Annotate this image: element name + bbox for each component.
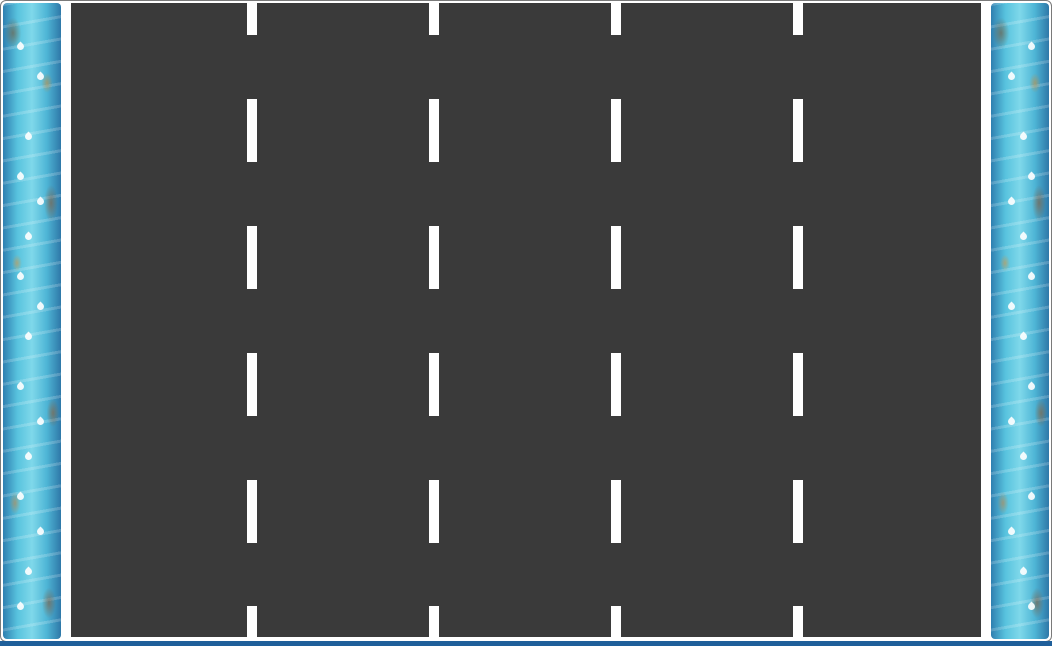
water-right-border bbox=[991, 3, 1049, 639]
water-droplet-icon bbox=[1007, 72, 1017, 82]
water-droplet-icon bbox=[24, 452, 34, 462]
water-droplet-icon bbox=[1027, 172, 1037, 182]
water-droplet-icon bbox=[24, 332, 34, 342]
lane-divider-dash bbox=[611, 226, 621, 289]
lane-divider-dash bbox=[611, 353, 621, 416]
road-edge-left bbox=[61, 3, 71, 639]
water-droplet-icon bbox=[16, 492, 26, 502]
water-droplet-icon bbox=[24, 132, 34, 142]
lane-divider-dash bbox=[793, 353, 803, 416]
water-droplet-icon bbox=[36, 302, 46, 312]
lane-divider-dash bbox=[611, 606, 621, 637]
lane-divider-dash bbox=[247, 353, 257, 416]
lane-divider-dash bbox=[429, 3, 439, 35]
lane-divider-dash bbox=[793, 99, 803, 162]
water-droplet-icon bbox=[1027, 42, 1037, 52]
lane-divider-dash bbox=[611, 99, 621, 162]
road bbox=[71, 3, 981, 637]
lane-divider-dash bbox=[247, 226, 257, 289]
water-droplet-icon bbox=[1019, 232, 1029, 242]
lane-divider-dash bbox=[429, 99, 439, 162]
lane-divider-dash bbox=[793, 606, 803, 637]
water-droplet-icon bbox=[1019, 332, 1029, 342]
lane-divider-dash bbox=[793, 226, 803, 289]
lane-divider-dash bbox=[247, 99, 257, 162]
lane-divider-dash bbox=[247, 606, 257, 637]
water-droplet-icon bbox=[1007, 417, 1017, 427]
lane-divider-dash bbox=[429, 353, 439, 416]
water-droplet-icon bbox=[1027, 382, 1037, 392]
water-droplet-icon bbox=[1019, 132, 1029, 142]
water-droplet-icon bbox=[36, 527, 46, 537]
water-droplet-icon bbox=[1007, 197, 1017, 207]
water-droplet-icon bbox=[16, 172, 26, 182]
water-droplet-icon bbox=[16, 272, 26, 282]
water-droplet-icon bbox=[36, 417, 46, 427]
water-droplet-icon bbox=[1007, 302, 1017, 312]
water-left-border bbox=[3, 3, 61, 639]
lane-divider-dash bbox=[247, 3, 257, 35]
water-droplet-icon bbox=[24, 232, 34, 242]
water-droplet-icon bbox=[36, 72, 46, 82]
water-droplet-icon bbox=[1019, 567, 1029, 577]
water-droplet-icon bbox=[16, 602, 26, 612]
water-droplet-icon bbox=[16, 42, 26, 52]
lane-divider-dash bbox=[429, 226, 439, 289]
water-droplet-icon bbox=[24, 567, 34, 577]
water-droplet-icon bbox=[1027, 272, 1037, 282]
lane-divider-dash bbox=[429, 480, 439, 543]
lane-divider-dash bbox=[793, 480, 803, 543]
lane-divider-dash bbox=[611, 480, 621, 543]
lane-divider-dash bbox=[611, 3, 621, 35]
lane-divider-dash bbox=[247, 480, 257, 543]
water-droplet-icon bbox=[1019, 452, 1029, 462]
water-droplet-icon bbox=[1007, 527, 1017, 537]
water-droplet-icon bbox=[1027, 602, 1037, 612]
water-droplet-icon bbox=[1027, 492, 1037, 502]
water-droplet-icon bbox=[36, 197, 46, 207]
water-droplet-icon bbox=[16, 382, 26, 392]
bottom-bar bbox=[0, 641, 1052, 646]
road-edge-right bbox=[981, 3, 991, 639]
lane-divider-dash bbox=[429, 606, 439, 637]
lane-divider-dash bbox=[793, 3, 803, 35]
